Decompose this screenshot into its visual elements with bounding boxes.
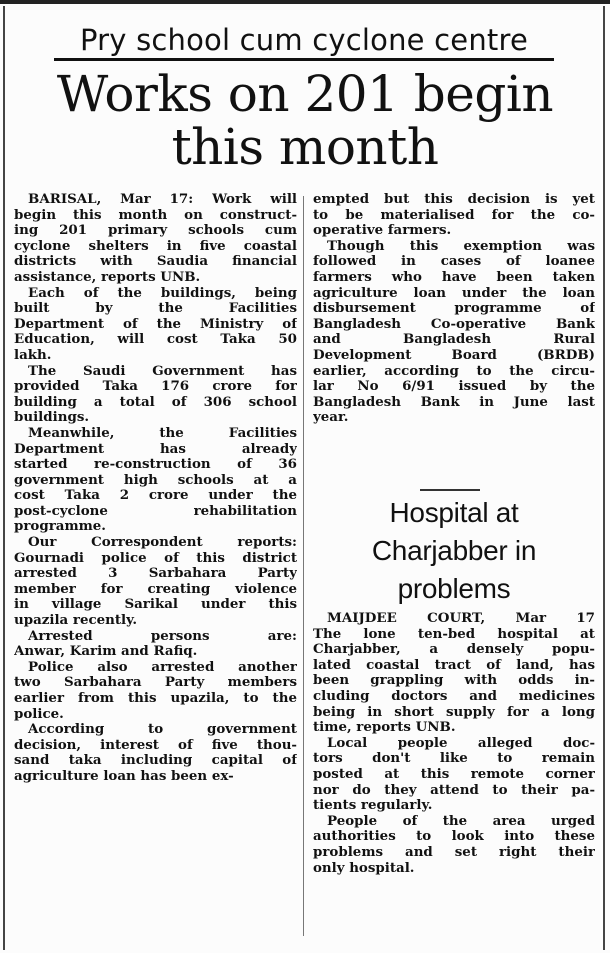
main-headline-line: this month — [171, 118, 439, 176]
text-line: Anwar, Karim and Rafiq. — [14, 644, 198, 660]
text-line: and Bangladesh Rural — [313, 332, 595, 348]
text-line: earlier, according to the circu- — [313, 363, 595, 379]
text-line: police. — [14, 706, 64, 722]
text-line: posted at this remote corner — [313, 766, 595, 782]
text-line: in village Sarikal under this — [14, 597, 297, 613]
text-line: farmers who have been taken — [313, 269, 595, 285]
column-divider — [303, 196, 304, 936]
text-line: MAIJDEE COURT, Mar 17 — [327, 611, 595, 626]
paragraph — [313, 814, 595, 876]
paragraph — [313, 736, 595, 814]
text-line: cyclone shelters in five coastal — [14, 238, 297, 254]
text-line: two Sarbahara Party members — [14, 675, 297, 691]
text-line: nor do they attend to their pa- — [313, 782, 595, 798]
text-line: earlier from this upazila, to the — [14, 691, 297, 706]
text-line: year. — [313, 410, 349, 426]
text-line: provided Taka 176 crore for — [14, 379, 297, 395]
text-line: Police also arrested another — [28, 659, 297, 675]
text-line: begin this month on construct- — [14, 207, 297, 223]
text-line: Meanwhile, the Facilities — [28, 425, 297, 441]
main-headline — [20, 65, 590, 176]
text-line: agriculture loan under the loan — [313, 285, 595, 301]
text-line: problems and set right their — [313, 844, 595, 860]
text-line: time, reports UNB. — [313, 720, 456, 736]
text-line: upazila recently. — [14, 613, 138, 629]
text-line: Bangladesh Co-operative Bank — [313, 316, 595, 332]
paragraph — [14, 535, 297, 629]
main-headline-line: Works on 201 begin — [56, 65, 554, 123]
text-line: been grappling with odds in- — [313, 673, 595, 689]
text-line: lar No 6/91 issued by the — [313, 379, 595, 395]
top-border-rule — [0, 0, 610, 4]
text-line: started re-construction of 36 — [14, 457, 297, 473]
paragraph — [313, 611, 595, 736]
text-line: cost Taka 2 crore under the — [14, 488, 297, 504]
text-line: lated coastal tract of land, has — [313, 657, 595, 673]
second-story-headline-line: problems — [397, 573, 511, 604]
text-line: Local people alleged doc- — [327, 735, 595, 751]
text-line: districts with Saudia financial — [14, 254, 297, 270]
text-line: post-cyclone rehabilitation — [14, 503, 297, 519]
text-line: Department has already — [14, 441, 297, 457]
paragraph — [14, 364, 297, 426]
text-line: agriculture loan has been ex- — [14, 768, 234, 784]
text-line: The Saudi Government has — [28, 363, 297, 379]
paragraph — [313, 192, 595, 239]
text-line: buildings. — [14, 410, 90, 426]
text-line: Though this exemption was — [327, 238, 595, 254]
left-border-rule — [3, 6, 5, 950]
text-line: Each of the buildings, being — [28, 285, 297, 301]
text-line: According to government — [28, 722, 297, 738]
text-line: Education, will cost Taka 50 — [14, 332, 297, 348]
paragraph — [14, 722, 297, 784]
text-line: to be materialised for the co- — [313, 207, 595, 223]
text-line: member for creating violence — [14, 581, 297, 597]
kicker-headline: Pry school cum cyclone centre — [54, 22, 554, 61]
second-story-headline-line: Charjabber in — [371, 535, 537, 566]
second-story-body — [313, 611, 595, 876]
text-line: disbursement programme of — [313, 301, 595, 317]
text-line: tients regularly. — [313, 798, 433, 814]
paragraph — [14, 192, 297, 286]
text-line: only hospital. — [313, 860, 415, 876]
text-line: Bangladesh Bank in June last — [313, 394, 595, 410]
paragraph — [14, 286, 297, 364]
text-line: BARISAL, Mar 17: Work will — [28, 192, 297, 207]
text-line: People of the area urged — [327, 813, 595, 829]
paragraph — [14, 660, 297, 722]
text-line: cluding doctors and medicines — [313, 688, 595, 704]
text-line: assistance, reports UNB. — [14, 269, 201, 285]
text-line: ing 201 primary schools cum — [14, 223, 297, 239]
text-line: Our Correspondent reports: — [28, 535, 297, 551]
text-line: Arrested persons are: — [28, 628, 297, 644]
text-line: Development Board (BRDB) — [313, 347, 595, 363]
text-line: arrested 3 Sarbahara Party — [14, 566, 297, 582]
text-line: Charjabber, a densely popu- — [313, 642, 595, 658]
text-line: operative farmers. — [313, 223, 452, 239]
text-line: decision, interest of five thou- — [14, 737, 297, 753]
text-line: Department of the Ministry of — [14, 316, 297, 332]
text-line: followed in cases of loanee — [313, 254, 595, 270]
right-border-rule — [603, 6, 605, 950]
text-line: being in short supply for a long — [313, 704, 595, 720]
text-line: The lone ten-bed hospital at — [313, 626, 595, 642]
main-story-right-column — [313, 192, 595, 426]
text-line: empted but this decision is yet — [313, 192, 595, 207]
text-line: programme. — [14, 519, 106, 535]
text-line: Gournadi police of this district — [14, 550, 297, 566]
text-line: building a total of 306 school — [14, 394, 297, 410]
main-story-left-column — [14, 192, 297, 785]
story-separator-rule — [420, 489, 480, 491]
text-line: tors don't like to remain — [313, 751, 595, 767]
second-story-headline — [313, 494, 595, 608]
text-line: government high schools at a — [14, 472, 297, 488]
text-line: built by the Facilities — [14, 301, 297, 317]
paragraph — [313, 239, 595, 426]
text-line: sand taka including capital of — [14, 753, 297, 769]
second-story-headline-line: Hospital at — [389, 497, 519, 528]
text-line: authorities to look into these — [313, 829, 595, 845]
paragraph — [14, 426, 297, 535]
paragraph — [14, 629, 297, 660]
text-line: lakh. — [14, 347, 52, 363]
